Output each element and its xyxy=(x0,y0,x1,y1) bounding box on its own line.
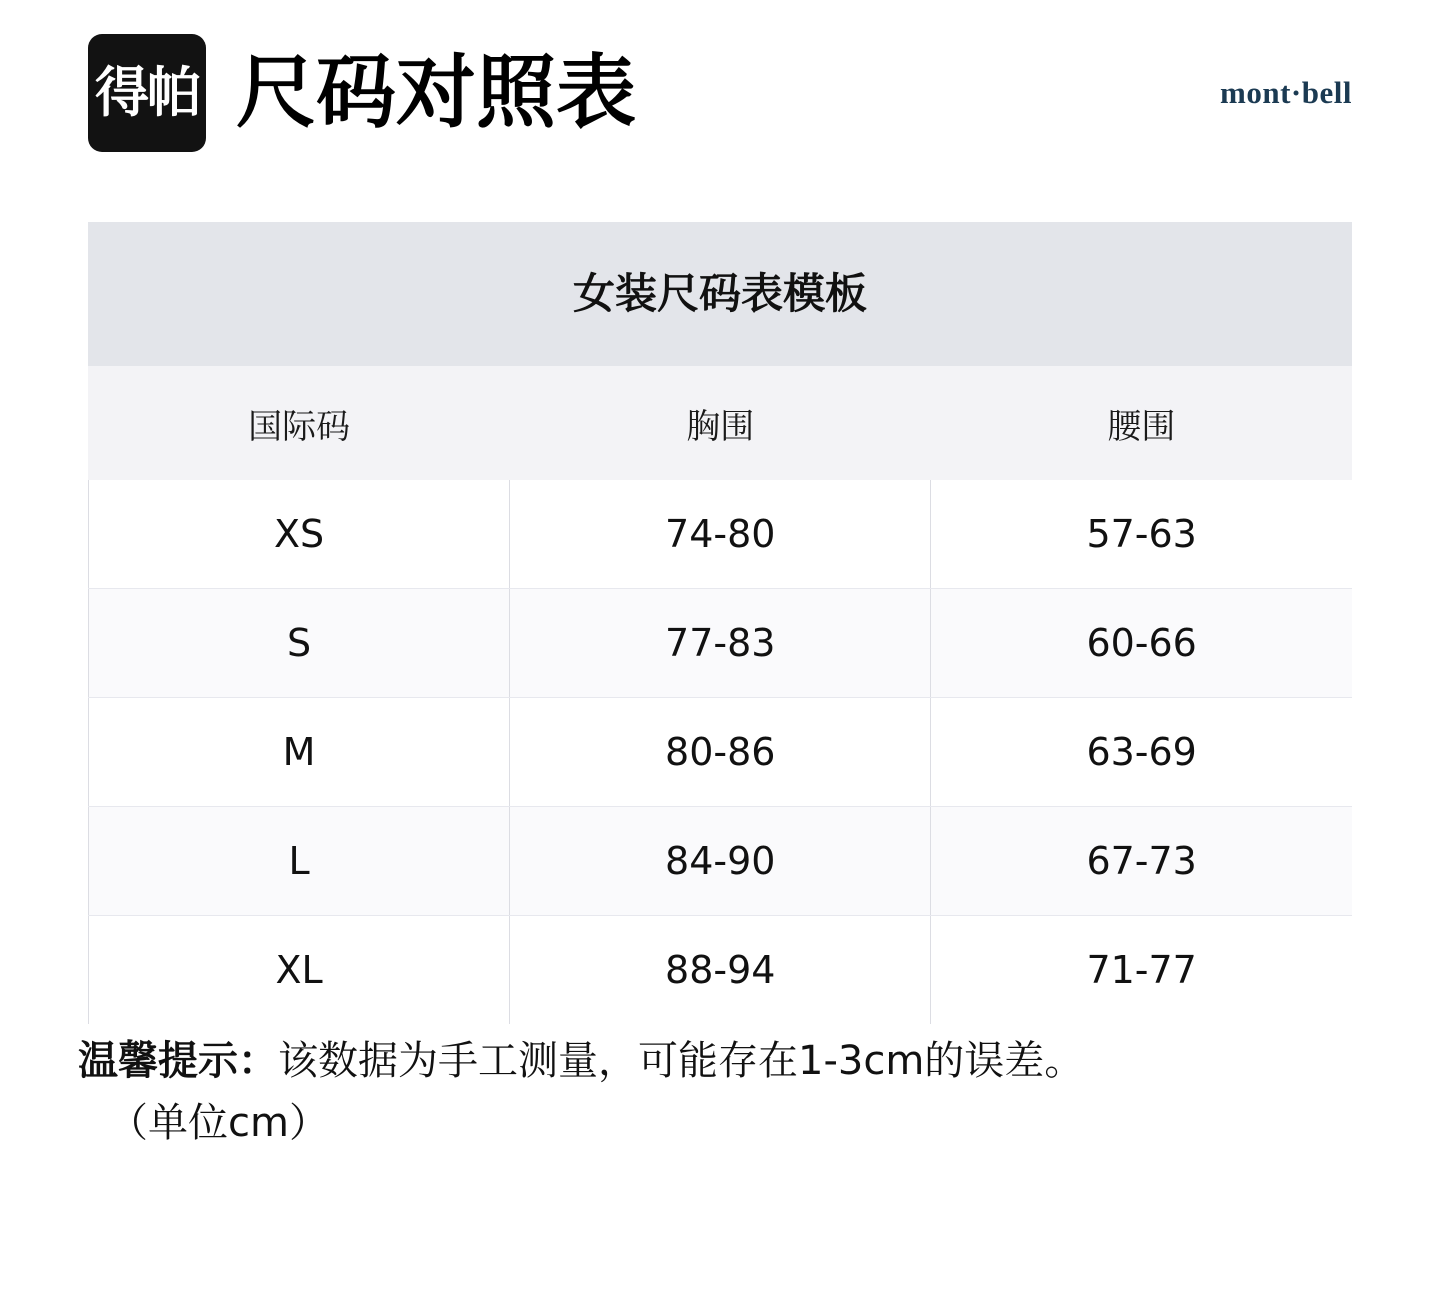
table-row xyxy=(89,916,1353,1025)
table-row xyxy=(89,480,1353,589)
size-table-container xyxy=(88,222,1352,1024)
note-unit: （单位cm） xyxy=(108,1100,329,1146)
cell-bust: 80-86 xyxy=(510,698,931,807)
cell-waist: 60-66 xyxy=(931,589,1352,698)
column-header-bust: 胸围 xyxy=(510,366,931,480)
cell-bust: 88-94 xyxy=(510,916,931,1025)
cell-waist: 57-63 xyxy=(931,480,1352,589)
table-header-row xyxy=(89,366,1353,480)
montbell-logo: mont·bell xyxy=(1220,75,1352,110)
page-title: 尺码对照表 xyxy=(236,46,636,139)
cell-waist: 63-69 xyxy=(931,698,1352,807)
table-row xyxy=(89,698,1353,807)
cell-size: L xyxy=(89,807,510,916)
measurement-note xyxy=(78,1030,1378,1154)
cell-size: XL xyxy=(89,916,510,1025)
cell-waist: 67-73 xyxy=(931,807,1352,916)
cell-size: M xyxy=(89,698,510,807)
note-label: 温馨提示： xyxy=(78,1038,278,1084)
cell-waist: 71-77 xyxy=(931,916,1352,1025)
cell-size: XS xyxy=(89,480,510,589)
page-header xyxy=(88,18,1352,168)
brand-badge-text: 得帕 xyxy=(95,61,199,124)
cell-bust: 74-80 xyxy=(510,480,931,589)
column-header-waist: 腰围 xyxy=(931,366,1352,480)
size-table-caption: 女装尺码表模板 xyxy=(88,222,1352,366)
table-row xyxy=(89,589,1353,698)
brand-badge xyxy=(88,34,206,152)
table-row xyxy=(89,807,1353,916)
column-header-size: 国际码 xyxy=(89,366,510,480)
size-table xyxy=(88,222,1352,1024)
note-text: 该数据为手工测量，可能存在1-3cm的误差。 xyxy=(278,1038,1085,1084)
cell-bust: 84-90 xyxy=(510,807,931,916)
cell-size: S xyxy=(89,589,510,698)
size-table-body xyxy=(89,480,1353,1024)
cell-bust: 77-83 xyxy=(510,589,931,698)
size-table-head xyxy=(89,366,1353,480)
